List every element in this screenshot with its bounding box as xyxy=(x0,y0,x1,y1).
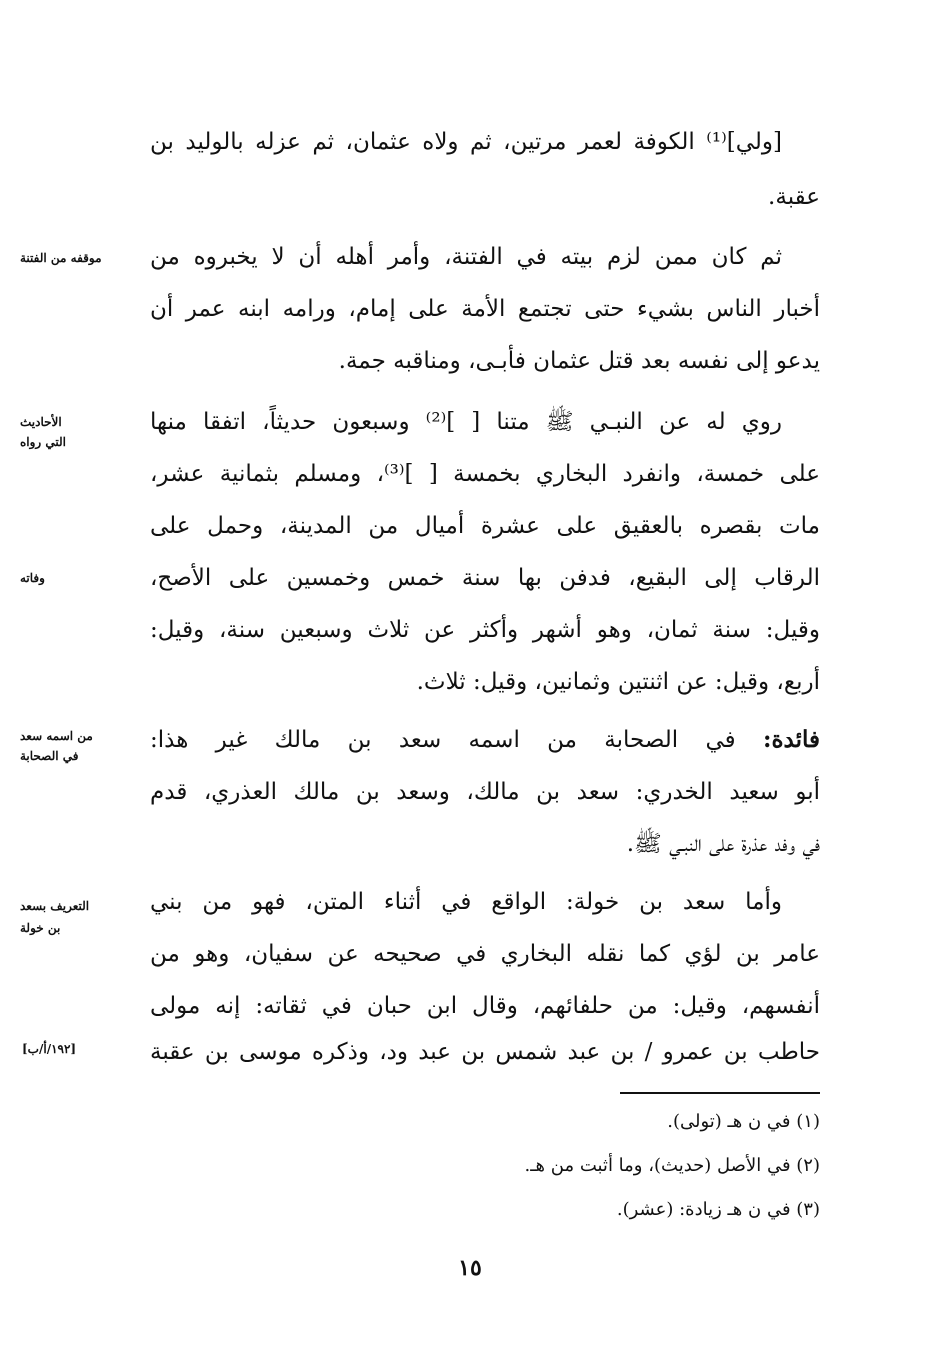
body-line: مات بقصره بالعقيق على عشرة أميال من المدينة، وحمل على xyxy=(150,513,820,539)
body-line: عامر بن لؤي كما نقله البخاري في صحيحه عن سفيان، وهو من xyxy=(150,941,820,967)
footnote: (١) في ن هـ (تولى). xyxy=(667,1111,820,1132)
faida-label: فائدة: xyxy=(762,726,820,753)
page-number: ١٥ xyxy=(458,1255,482,1281)
margin-note: في الصحابة xyxy=(20,749,79,763)
body-line: أخبار الناس بشيء حتى تجتمع الأمة على إمام، ورامه ابنه عمر أن xyxy=(150,296,820,322)
body-line: على خمسة، وانفرد البخاري بخمسة [ ]⁽³⁾، ومسلم بثمانية عشر، xyxy=(150,461,820,487)
footnote-rule xyxy=(620,1092,820,1094)
margin-note: من اسمه سعد xyxy=(20,729,93,743)
body-line: أربع، وقيل: عن اثنتين وثمانين، وقيل: ثلاث. xyxy=(416,669,820,695)
faida-line xyxy=(150,718,820,762)
margin-note: الأحاديث xyxy=(20,415,62,429)
body-line: وقيل: سنة ثمان، وهو أشهر وأكثر عن ثلاث وسبعين سنة، وقيل: xyxy=(150,617,820,643)
body-line: ثم كان ممن لزم بيته في الفتنة، وأمر أهله أن لا يخبروه من xyxy=(150,244,782,270)
folio-reference: [١٩٢/أ/ب] xyxy=(22,1042,77,1056)
faida-text: في الصحابة من اسمه سعد بن مالك غير هذا: xyxy=(150,727,736,753)
body-line: في وفد عذرة على النبـي ﷺ. xyxy=(626,831,820,857)
body-line: حاطب بن عمرو / بن عبد شمس بن عبد ود، وذكره موسى بن عقبة xyxy=(150,1039,820,1065)
margin-note: التي رواه xyxy=(20,435,67,449)
footnote: (٣) في ن هـ زيادة: (عشر). xyxy=(616,1199,820,1220)
body-line: روي له عن النبـي ﷺ متنا [ ]⁽²⁾ وسبعون حديثاً، اتفقا منها xyxy=(150,409,782,435)
margin-note: بن خولة xyxy=(20,921,61,935)
margin-note: موقفه من الفتنة xyxy=(20,251,102,265)
body-line: أنفسهم، وقيل: من حلفائهم، وقال ابن حبان في ثقاته: إنه مولى xyxy=(150,993,820,1019)
footnote: (٢) في الأصل (حديث)، وما أثبت من هـ. xyxy=(524,1155,820,1176)
margin-note: وفاته xyxy=(20,571,45,585)
margin-note: التعريف بسعد xyxy=(20,899,90,913)
body-line: [ولي]⁽¹⁾ الكوفة لعمر مرتين، ثم ولاه عثمان، ثم عزله بالوليد بن xyxy=(150,129,782,155)
body-line: عقبة. xyxy=(768,184,820,210)
body-line: وأما سعد بن خولة: الواقع في أثناء المتن، فهو من بني xyxy=(150,889,782,915)
body-line: الرقاب إلى البقيع، فدفن بها سنة خمس وخمسين على الأصح، xyxy=(150,565,820,591)
body-line: أبو سعيد الخدري: سعد بن مالك، وسعد بن مالك العذري، قدم xyxy=(150,779,820,805)
body-line: يدعو إلى نفسه بعد قتل عثمان فأبـى، ومناقبه جمة. xyxy=(338,348,820,374)
